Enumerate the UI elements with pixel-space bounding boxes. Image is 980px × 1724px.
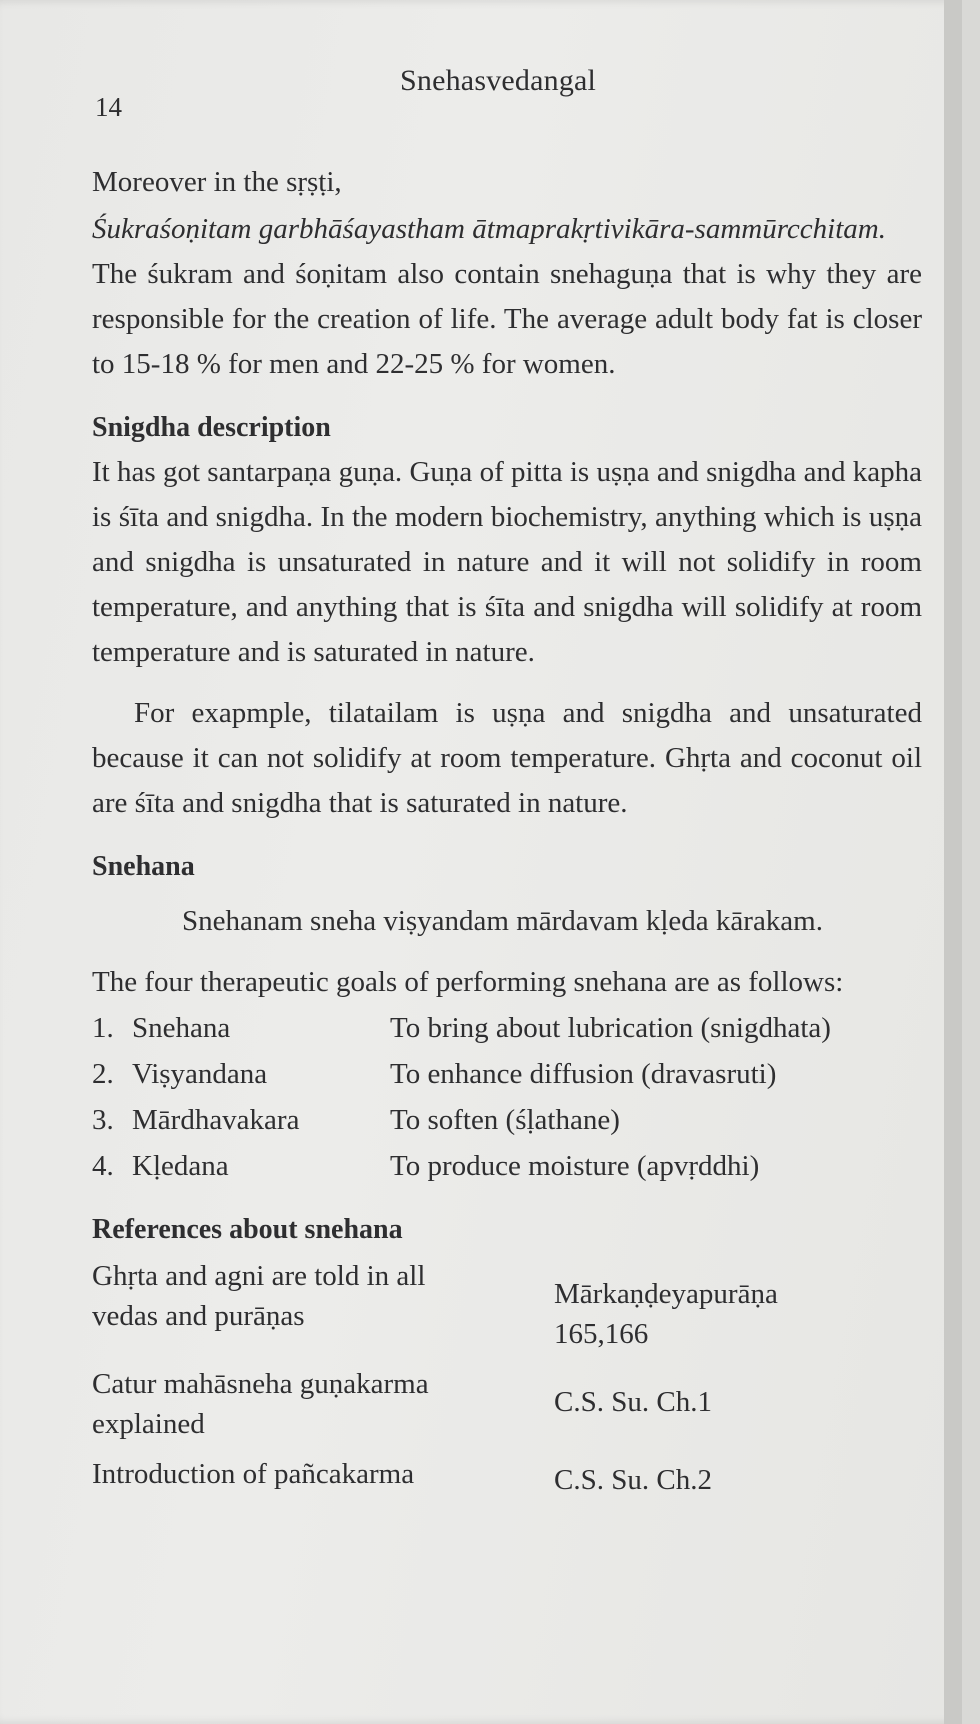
reference-source [554,1256,778,1364]
snehana-verse: Snehanam sneha viṣyandam mārdavam kḷeda kārakam. [182,905,823,937]
table-row [92,1364,778,1454]
goal-number: 3. [92,1104,114,1136]
table-row [92,1454,778,1510]
goal-number: 1. [92,1012,114,1044]
reference-topic-line: vedas and purāṇas [92,1300,305,1332]
goal-term: Snehana [132,1012,231,1044]
goal-description: To soften (śḷathane) [390,1104,620,1136]
intro-paragraph: The śukram and śoṇitam also contain snehaguṇa that is why they are responsible for the creation of life. The average adult body fat is closer to 15-18 % for men and 22-25 % for women. [92,258,922,380]
reference-topic [92,1364,554,1454]
reference-topic-line: Catur mahāsneha guṇakarma [92,1368,429,1400]
goal-term: Viṣyandana [132,1058,268,1090]
running-title: Snehasvedangal [400,64,597,97]
reference-source [554,1364,778,1454]
intro-line: Moreover in the sṛṣṭi, [92,166,342,198]
reference-topic [92,1454,554,1510]
list-item [92,1005,831,1051]
reference-source-line: C.S. Su. Ch.1 [554,1386,712,1418]
goals-intro: The four therapeutic goals of performing snehana are as follows: [92,966,844,998]
list-item [92,1051,831,1097]
goal-description: To bring about lubrication (snigdhata) [390,1012,831,1044]
reference-topic-line: Ghṛta and agni are told in all [92,1260,426,1292]
reference-topic-line: explained [92,1408,205,1440]
reference-source [554,1454,778,1510]
list-item [92,1097,831,1143]
reference-source-line: C.S. Su. Ch.2 [554,1464,712,1496]
goal-number: 2. [92,1058,114,1090]
section-heading-references: References about snehana [92,1214,403,1245]
page-edge [944,0,962,1724]
goal-description: To produce moisture (apvṛddhi) [390,1150,760,1182]
reference-source-line: 165,166 [554,1318,649,1350]
goal-description: To enhance diffusion (dravasruti) [390,1058,777,1090]
page-number: 14 [95,92,122,122]
section-heading-snigdha: Snigdha description [92,412,331,443]
sanskrit-quote: Śukraśoṇitam garbhāśayastham ātmaprakṛtivikāra-sammūrcchitam. [92,213,886,245]
snigdha-paragraph-2: For exapmple, tilatailam is uṣṇa and snigdha and unsaturated because it can not solidify at room temperature. Ghṛta and coconut oil are śīta and snigdha that is saturated in nature. [92,697,922,819]
snigdha-paragraph-1: It has got santarpaṇa guṇa. Guṇa of pitta is uṣṇa and snigdha and kapha is śīta and snigdha. In the modern biochemistry, anything which is uṣṇa and snigdha is unsaturated in nature and it will not solidify in room temperature, and anything that is śīta and snigdha will solidify at room temperature and is saturated in nature. [92,456,922,668]
table-row [92,1256,778,1364]
references-table [92,1256,778,1510]
page-body [92,160,922,1510]
goal-number: 4. [92,1150,114,1182]
reference-topic [92,1256,554,1364]
goals-list [92,1005,831,1189]
list-item [92,1143,831,1189]
goal-term: Kḷedana [132,1150,229,1182]
section-heading-snehana: Snehana [92,851,195,882]
reference-topic-line: Introduction of pañcakarma [92,1458,415,1490]
reference-source-line: Mārkaṇḍeyapurāṇa [554,1278,778,1310]
goal-term: Mārdhavakara [132,1104,300,1136]
